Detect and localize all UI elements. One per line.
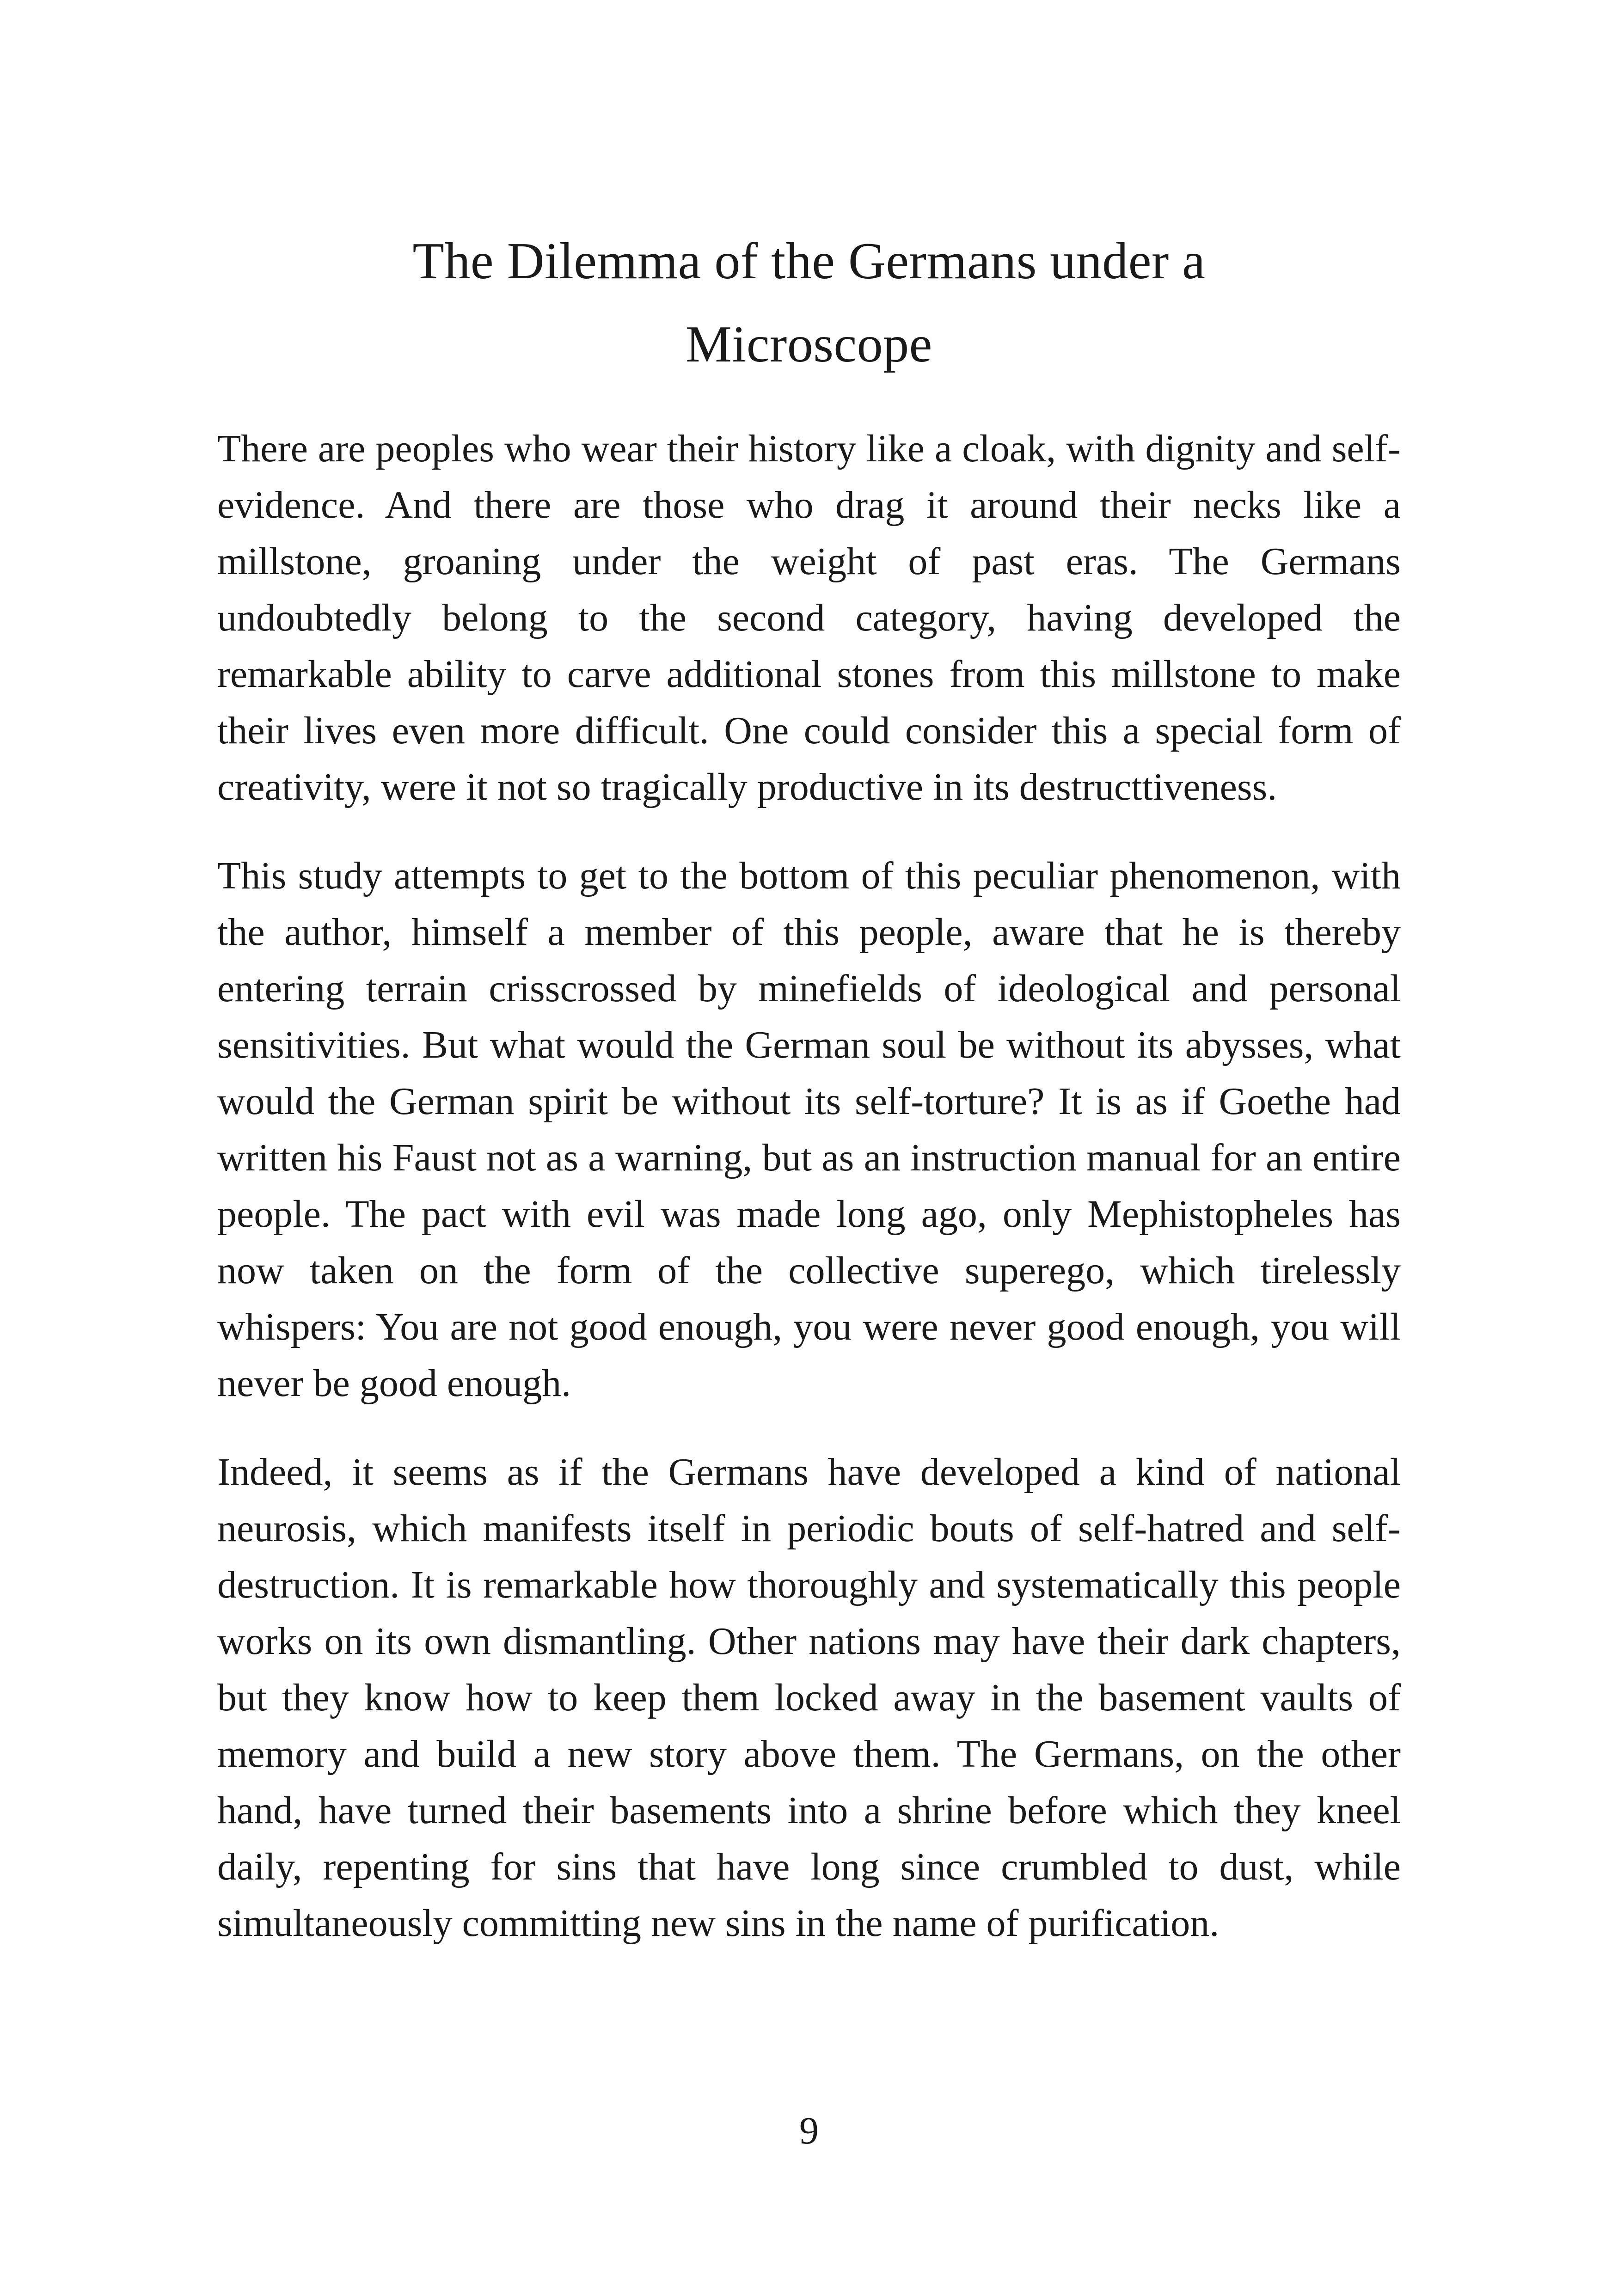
- chapter-title: [217, 220, 1401, 386]
- chapter-title-line-2: Microscope: [686, 316, 932, 373]
- page-number: 9: [799, 2109, 819, 2152]
- chapter-title-line-1: The Dilemma of the Germans under a: [412, 233, 1206, 290]
- paragraph-1: There are peoples who wear their history like a cloak, with dignity and self-evidence. And there are those who drag it around their necks like a millstone, groaning under the weight of past eras. The Germans undoubtedly belong to the second category, having developed the remarkable ability to carve additional stones from this millstone to make their lives even more difficult. One could consider this a special form of creativity, were it not so tragically productive in its destructtiveness.: [217, 427, 1401, 808]
- paragraph-2: This study attempts to get to the bottom of this peculiar phenomenon, with the author, himself a member of this people, aware that he is thereby entering terrain crisscrossed by minefields of ideological and personal sensitivities. But what would the German soul be without its abysses, what would the German spirit be without its self-torture? It is as if Goethe had written his Faust not as a warning, but as an instruction manual for an entire people. The pact with evil was made long ago, only Mephistopheles has now taken on the form of the collective superego, which tirelessly whispers: You are not good enough, you were never good enough, you will never be good enough.: [217, 854, 1401, 1405]
- body-text: [217, 421, 1401, 1984]
- paragraph-3: Indeed, it seems as if the Germans have developed a kind of national neurosis, which manifests itself in periodic bouts of self-hatred and self-destruction. It is remarkable how thoroughly and systematically this people works on its own dismantling. Other nations may have their dark chapters, but they know how to keep them locked away in the basement vaults of memory and build a new story above them. The Germans, on the other hand, have turned their basements into a shrine before which they kneel daily, repenting for sins that have long since crumbled to dust, while simultaneously committing new sins in the name of purification.: [217, 1451, 1401, 1945]
